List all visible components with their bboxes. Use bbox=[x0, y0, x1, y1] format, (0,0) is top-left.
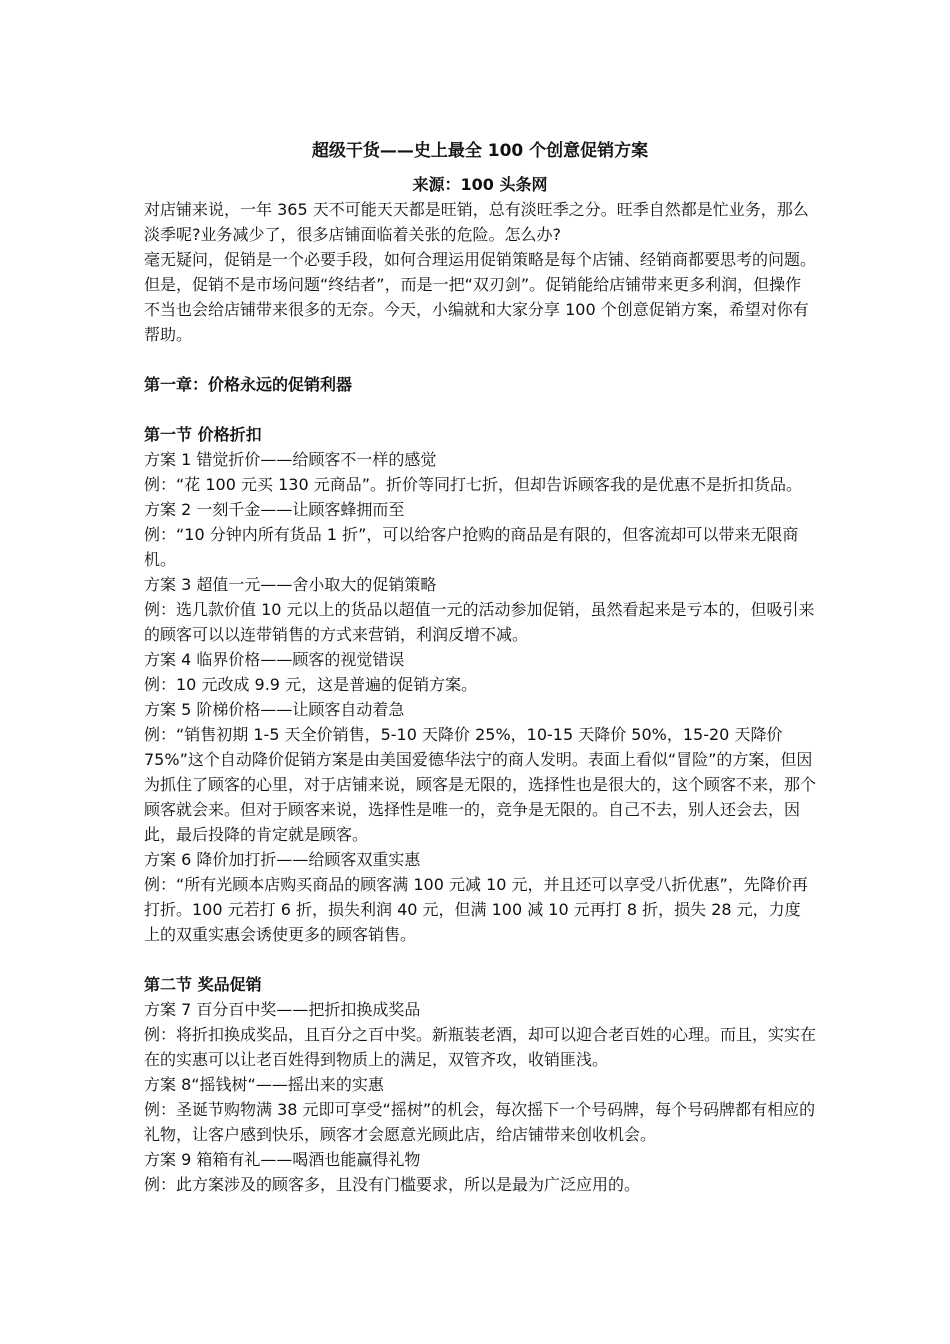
plan-title: 方案 9 箱箱有礼——喝酒也能赢得礼物 bbox=[144, 1150, 421, 1169]
plan-title: 方案 2 一刻千金——让顾客蜂拥而至 bbox=[144, 500, 405, 519]
plan-example: 例：“销售初期 1-5 天全价销售，5-10 天降价 25%，10-15 天降价 50%，15-20 天降价 75%”这个自动降价促销方案是由美国爱德华法宁的商人发明。表面上看似“冒险”的方案，但因为抓住了顾客的心里，对于店铺来说，顾客是无限的，选择性也是很大的，这个顾客不来，那个顾客就会来。但对于顾客来说，选择性是唯一的，竞争是无限的。自己不去，别人还会去，因此，最后投降的肯定就是顾客。 bbox=[144, 725, 817, 844]
plan-example: 例：“10 分钟内所有货品 1 折”，可以给客户抢购的商品是有限的，但客流却可以带来无限商机。 bbox=[144, 525, 799, 569]
plan-example: 例：10 元改成 9.9 元，这是普遍的促销方案。 bbox=[144, 675, 478, 694]
plan-title: 方案 6 降价加打折——给顾客双重实惠 bbox=[144, 850, 421, 869]
plan-example: 例：选几款价值 10 元以上的货品以超值一元的活动参加促销，虽然看起来是亏本的，但吸引来的顾客可以以连带销售的方式来营销，利润反增不减。 bbox=[144, 600, 815, 644]
intro-paragraph: 毫无疑问，促销是一个必要手段，如何合理运用促销策略是每个店铺、经销商都要思考的问题。但是，促销不是市场问题“终结者”，而是一把“双刃剑”。促销能给店铺带来更多利润，但操作不当也会给店铺带来很多的无奈。今天，小编就和大家分享 100 个创意促销方案，希望对你有帮助。 bbox=[144, 250, 817, 344]
plan-title: 方案 8“摇钱树“——摇出来的实惠 bbox=[144, 1075, 384, 1094]
plan-title: 方案 4 临界价格——顾客的视觉错误 bbox=[144, 650, 405, 669]
plan-example: 例：此方案涉及的顾客多，且没有门槛要求，所以是最为广泛应用的。 bbox=[144, 1175, 641, 1194]
document-title: 超级干货——史上最全 100 个创意促销方案 bbox=[311, 141, 649, 161]
chapter-heading: 第一章：价格永远的促销利器 bbox=[144, 375, 353, 394]
plan-title: 方案 3 超值一元——舍小取大的促销策略 bbox=[144, 575, 437, 594]
document-page bbox=[144, 138, 816, 1197]
document-source: 来源：100 头条网 bbox=[412, 175, 548, 194]
plan-example: 例：将折扣换成奖品，且百分之百中奖。新瓶装老酒，却可以迎合老百姓的心理。而且，实实在在的实惠可以让老百姓得到物质上的满足，双管齐攻，收销匪浅。 bbox=[144, 1025, 817, 1069]
plan-title: 方案 1 错觉折价——给顾客不一样的感觉 bbox=[144, 450, 437, 469]
section-heading: 第二节 奖品促销 bbox=[144, 975, 262, 994]
section-heading: 第一节 价格折扣 bbox=[144, 425, 262, 444]
plan-example: 例：圣诞节购物满 38 元即可享受“摇树”的机会，每次摇下一个号码牌，每个号码牌都有相应的礼物，让客户感到快乐，顾客才会愿意光顾此店，给店铺带来创收机会。 bbox=[144, 1100, 816, 1144]
plan-example: 例：“所有光顾本店购买商品的顾客满 100 元减 10 元，并且还可以享受八折优惠”，先降价再打折。100 元若打 6 折，损失利润 40 元，但满 100 减 10 元再打 8 折，损失 28 元，力度上的双重实惠会诱使更多的顾客销售。 bbox=[144, 875, 808, 944]
plan-title: 方案 7 百分百中奖——把折扣换成奖品 bbox=[144, 1000, 421, 1019]
plan-title: 方案 5 阶梯价格——让顾客自动着急 bbox=[144, 700, 405, 719]
plan-example: 例：“花 100 元买 130 元商品”。折价等同打七折，但却告诉顾客我的是优惠不是折扣货品。 bbox=[144, 475, 803, 494]
intro-paragraph: 对店铺来说，一年 365 天不可能天天都是旺销，总有淡旺季之分。旺季自然都是忙业务，那么淡季呢?业务减少了，很多店铺面临着关张的危险。怎么办? bbox=[144, 200, 809, 244]
